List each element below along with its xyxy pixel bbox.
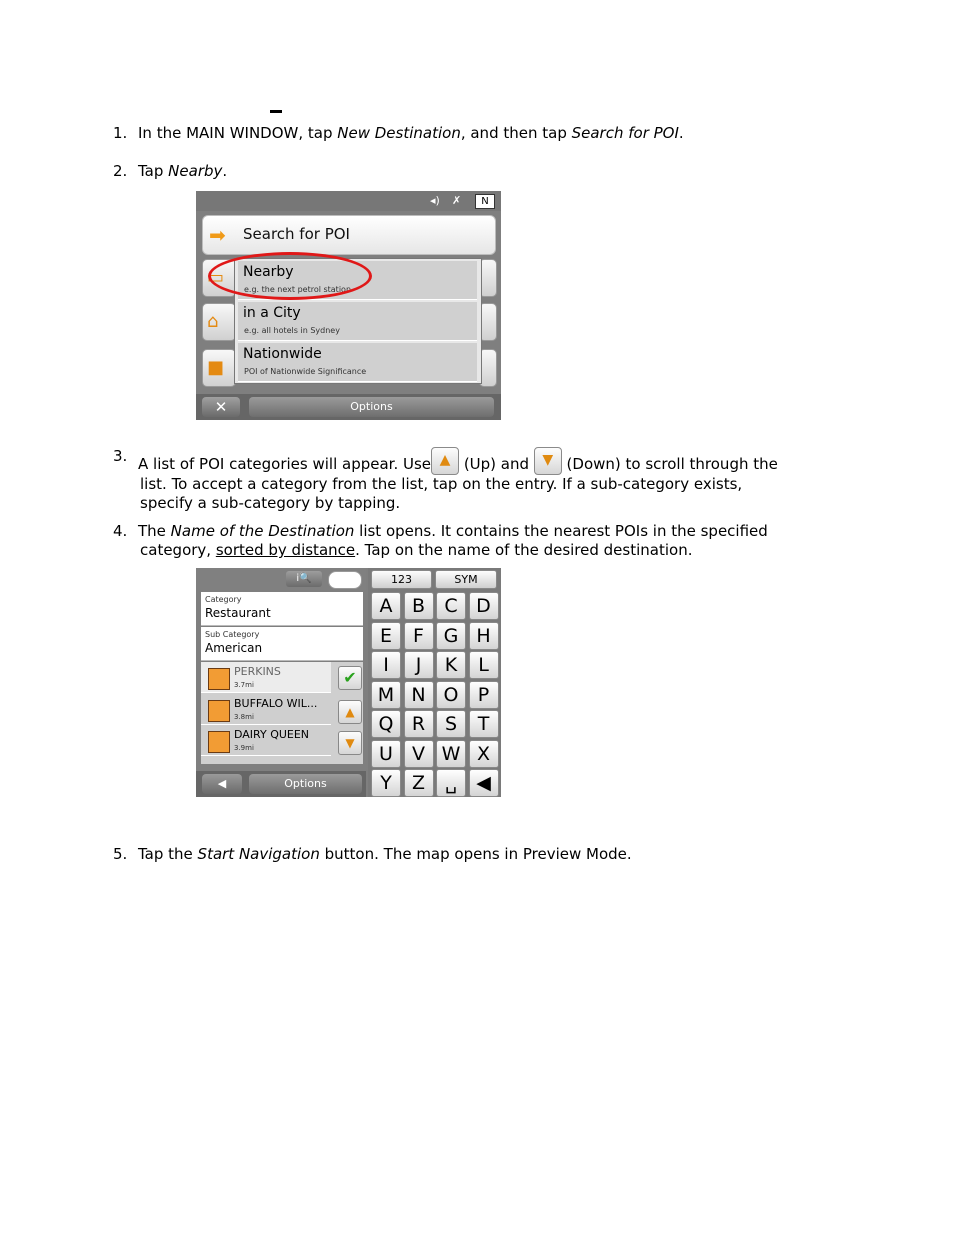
options-button[interactable]: Options xyxy=(249,774,362,794)
key-r[interactable]: R xyxy=(404,710,434,738)
step-text: list opens. It contains the nearest POIs in the specified xyxy=(354,522,768,540)
step-emphasis: Search for POI xyxy=(571,124,679,142)
step-text: button. The map opens in Preview Mode. xyxy=(319,845,632,863)
menu-item-label: in a City xyxy=(243,305,301,321)
scroll-up-button[interactable]: ▲ xyxy=(338,700,362,724)
field-value: American xyxy=(205,641,263,655)
field-value: Restaurant xyxy=(205,606,271,620)
key-e[interactable]: E xyxy=(371,622,401,650)
step-number: 4. xyxy=(113,522,128,540)
step-text: The xyxy=(138,522,171,540)
step-text: . xyxy=(678,124,684,142)
up-button-image xyxy=(431,447,459,475)
key-y[interactable]: Y xyxy=(371,769,401,797)
list-item[interactable] xyxy=(201,694,331,725)
key-j[interactable]: J xyxy=(404,651,434,679)
down-button-image xyxy=(534,447,562,475)
toggle-button[interactable] xyxy=(328,571,362,589)
key-v[interactable]: V xyxy=(404,740,434,768)
options-button[interactable]: Options xyxy=(249,397,494,417)
poi-name: BUFFALO WIL... xyxy=(234,697,318,710)
step-4 xyxy=(113,522,833,560)
poi-name: PERKINS xyxy=(234,665,281,678)
restaurant-icon xyxy=(208,668,230,690)
poi-distance: 3.9mi xyxy=(234,744,254,752)
key-p[interactable]: P xyxy=(469,681,499,709)
poi-distance: 3.7mi xyxy=(234,681,254,689)
step-text: Tap the xyxy=(138,845,198,863)
key-s[interactable]: S xyxy=(436,710,466,738)
subcategory-field[interactable] xyxy=(201,627,363,661)
status-bar xyxy=(196,191,501,211)
step-text: Tap xyxy=(138,162,169,180)
folder-icon: ▭ xyxy=(207,267,225,288)
menu-item-label: Nationwide xyxy=(243,346,322,362)
home-button[interactable] xyxy=(202,303,236,341)
gps-icon: ✗ xyxy=(452,194,462,207)
close-button[interactable]: ✕ xyxy=(202,397,240,417)
numeric-keys-button[interactable]: 123 xyxy=(371,570,432,589)
heading-rule xyxy=(270,110,282,113)
step-number: 3. xyxy=(113,447,128,465)
arrow-down-icon: ▼ xyxy=(542,452,554,468)
step-3 xyxy=(113,447,833,513)
field-caption: Category xyxy=(205,595,242,604)
restaurant-icon xyxy=(208,700,230,722)
search-poi-screenshot xyxy=(196,191,501,420)
step-text: (Down) to scroll through the xyxy=(561,455,778,473)
menu-item-in-a-city[interactable] xyxy=(238,302,477,341)
restaurant-icon xyxy=(208,731,230,753)
menu-item-nationwide[interactable] xyxy=(238,343,477,382)
results-list xyxy=(201,662,363,764)
key-a[interactable]: A xyxy=(371,592,401,620)
step-5 xyxy=(113,845,833,864)
list-item[interactable] xyxy=(201,725,331,756)
step-number: 5. xyxy=(113,845,128,863)
step-emphasis: Name of the Destination xyxy=(170,522,355,540)
key-k[interactable]: K xyxy=(436,651,466,679)
confirm-button[interactable]: ✔ xyxy=(338,666,362,690)
list-item[interactable] xyxy=(201,662,331,693)
step-2 xyxy=(113,162,833,181)
poi-button[interactable] xyxy=(202,349,236,387)
menu-item-hint: e.g. all hotels in Sydney xyxy=(244,326,340,335)
key-w[interactable]: W xyxy=(436,740,466,768)
key-space[interactable]: ␣ xyxy=(436,769,466,797)
key-h[interactable]: H xyxy=(469,622,499,650)
poi-name: DAIRY QUEEN xyxy=(234,728,310,741)
key-q[interactable]: Q xyxy=(371,710,401,738)
key-n[interactable]: N xyxy=(404,681,434,709)
step-number: 1. xyxy=(113,124,128,142)
key-g[interactable]: G xyxy=(436,622,466,650)
speaker-icon: ◂) xyxy=(430,194,440,207)
key-m[interactable]: M xyxy=(371,681,401,709)
compass-indicator: N xyxy=(475,194,495,209)
key-f[interactable]: F xyxy=(404,622,434,650)
step-emphasis: Start Navigation xyxy=(197,845,320,863)
step-text: (Up) and xyxy=(459,455,534,473)
destination-list-screenshot xyxy=(196,568,501,797)
menu-item-hint: e.g. the next petrol station xyxy=(244,285,352,294)
step-text: . Tap on the name of the desired destination. xyxy=(355,541,693,559)
key-b[interactable]: B xyxy=(404,592,434,620)
category-field[interactable] xyxy=(201,592,363,626)
step-emphasis: New Destination xyxy=(337,124,461,142)
scroll-down-button[interactable]: ▼ xyxy=(338,731,362,755)
key-c[interactable]: C xyxy=(436,592,466,620)
info-search-button[interactable]: i🔍 xyxy=(286,571,322,587)
poi-icon: ■ xyxy=(207,357,225,378)
step-text: list. To accept a category from the list, tap on the entry. If a sub-category exists, xyxy=(140,475,743,493)
symbol-keys-button[interactable]: SYM xyxy=(435,570,497,589)
key-l[interactable]: L xyxy=(469,651,499,679)
step-text: category, xyxy=(140,541,216,559)
key-u[interactable]: U xyxy=(371,740,401,768)
key-i[interactable]: I xyxy=(371,651,401,679)
step-link[interactable]: sorted by distance xyxy=(215,541,356,559)
key-o[interactable]: O xyxy=(436,681,466,709)
field-caption: Sub Category xyxy=(205,630,260,639)
arrow-up-icon: ▲ xyxy=(439,452,451,468)
key-d[interactable]: D xyxy=(469,592,499,620)
key-z[interactable]: Z xyxy=(404,769,434,797)
key-t[interactable]: T xyxy=(469,710,499,738)
highlight-circle xyxy=(208,252,372,300)
step-text: In the MAIN WINDOW, tap xyxy=(138,124,338,142)
step-text: A list of POI categories will appear. Use xyxy=(138,455,432,473)
search-poi-header xyxy=(202,215,496,255)
menu-item-hint: POI of Nationwide Significance xyxy=(244,367,367,376)
on-screen-keyboard xyxy=(368,568,501,797)
step-1 xyxy=(113,124,833,143)
step-emphasis: Nearby xyxy=(168,162,223,180)
poi-distance: 3.8mi xyxy=(234,713,254,721)
home-icon: ⌂ xyxy=(207,311,219,332)
key-backspace[interactable]: ◀ xyxy=(469,769,499,797)
header-title: Search for POI xyxy=(243,225,350,243)
step-number: 2. xyxy=(113,162,128,180)
step-text: . xyxy=(222,162,228,180)
step-text: , and then tap xyxy=(460,124,572,142)
menu-item-label: Nearby xyxy=(243,264,294,280)
step-text: specify a sub-category by tapping. xyxy=(140,494,401,512)
back-button[interactable]: ◀ xyxy=(202,774,242,794)
key-x[interactable]: X xyxy=(469,740,499,768)
arrow-right-icon: ➡ xyxy=(209,223,226,247)
